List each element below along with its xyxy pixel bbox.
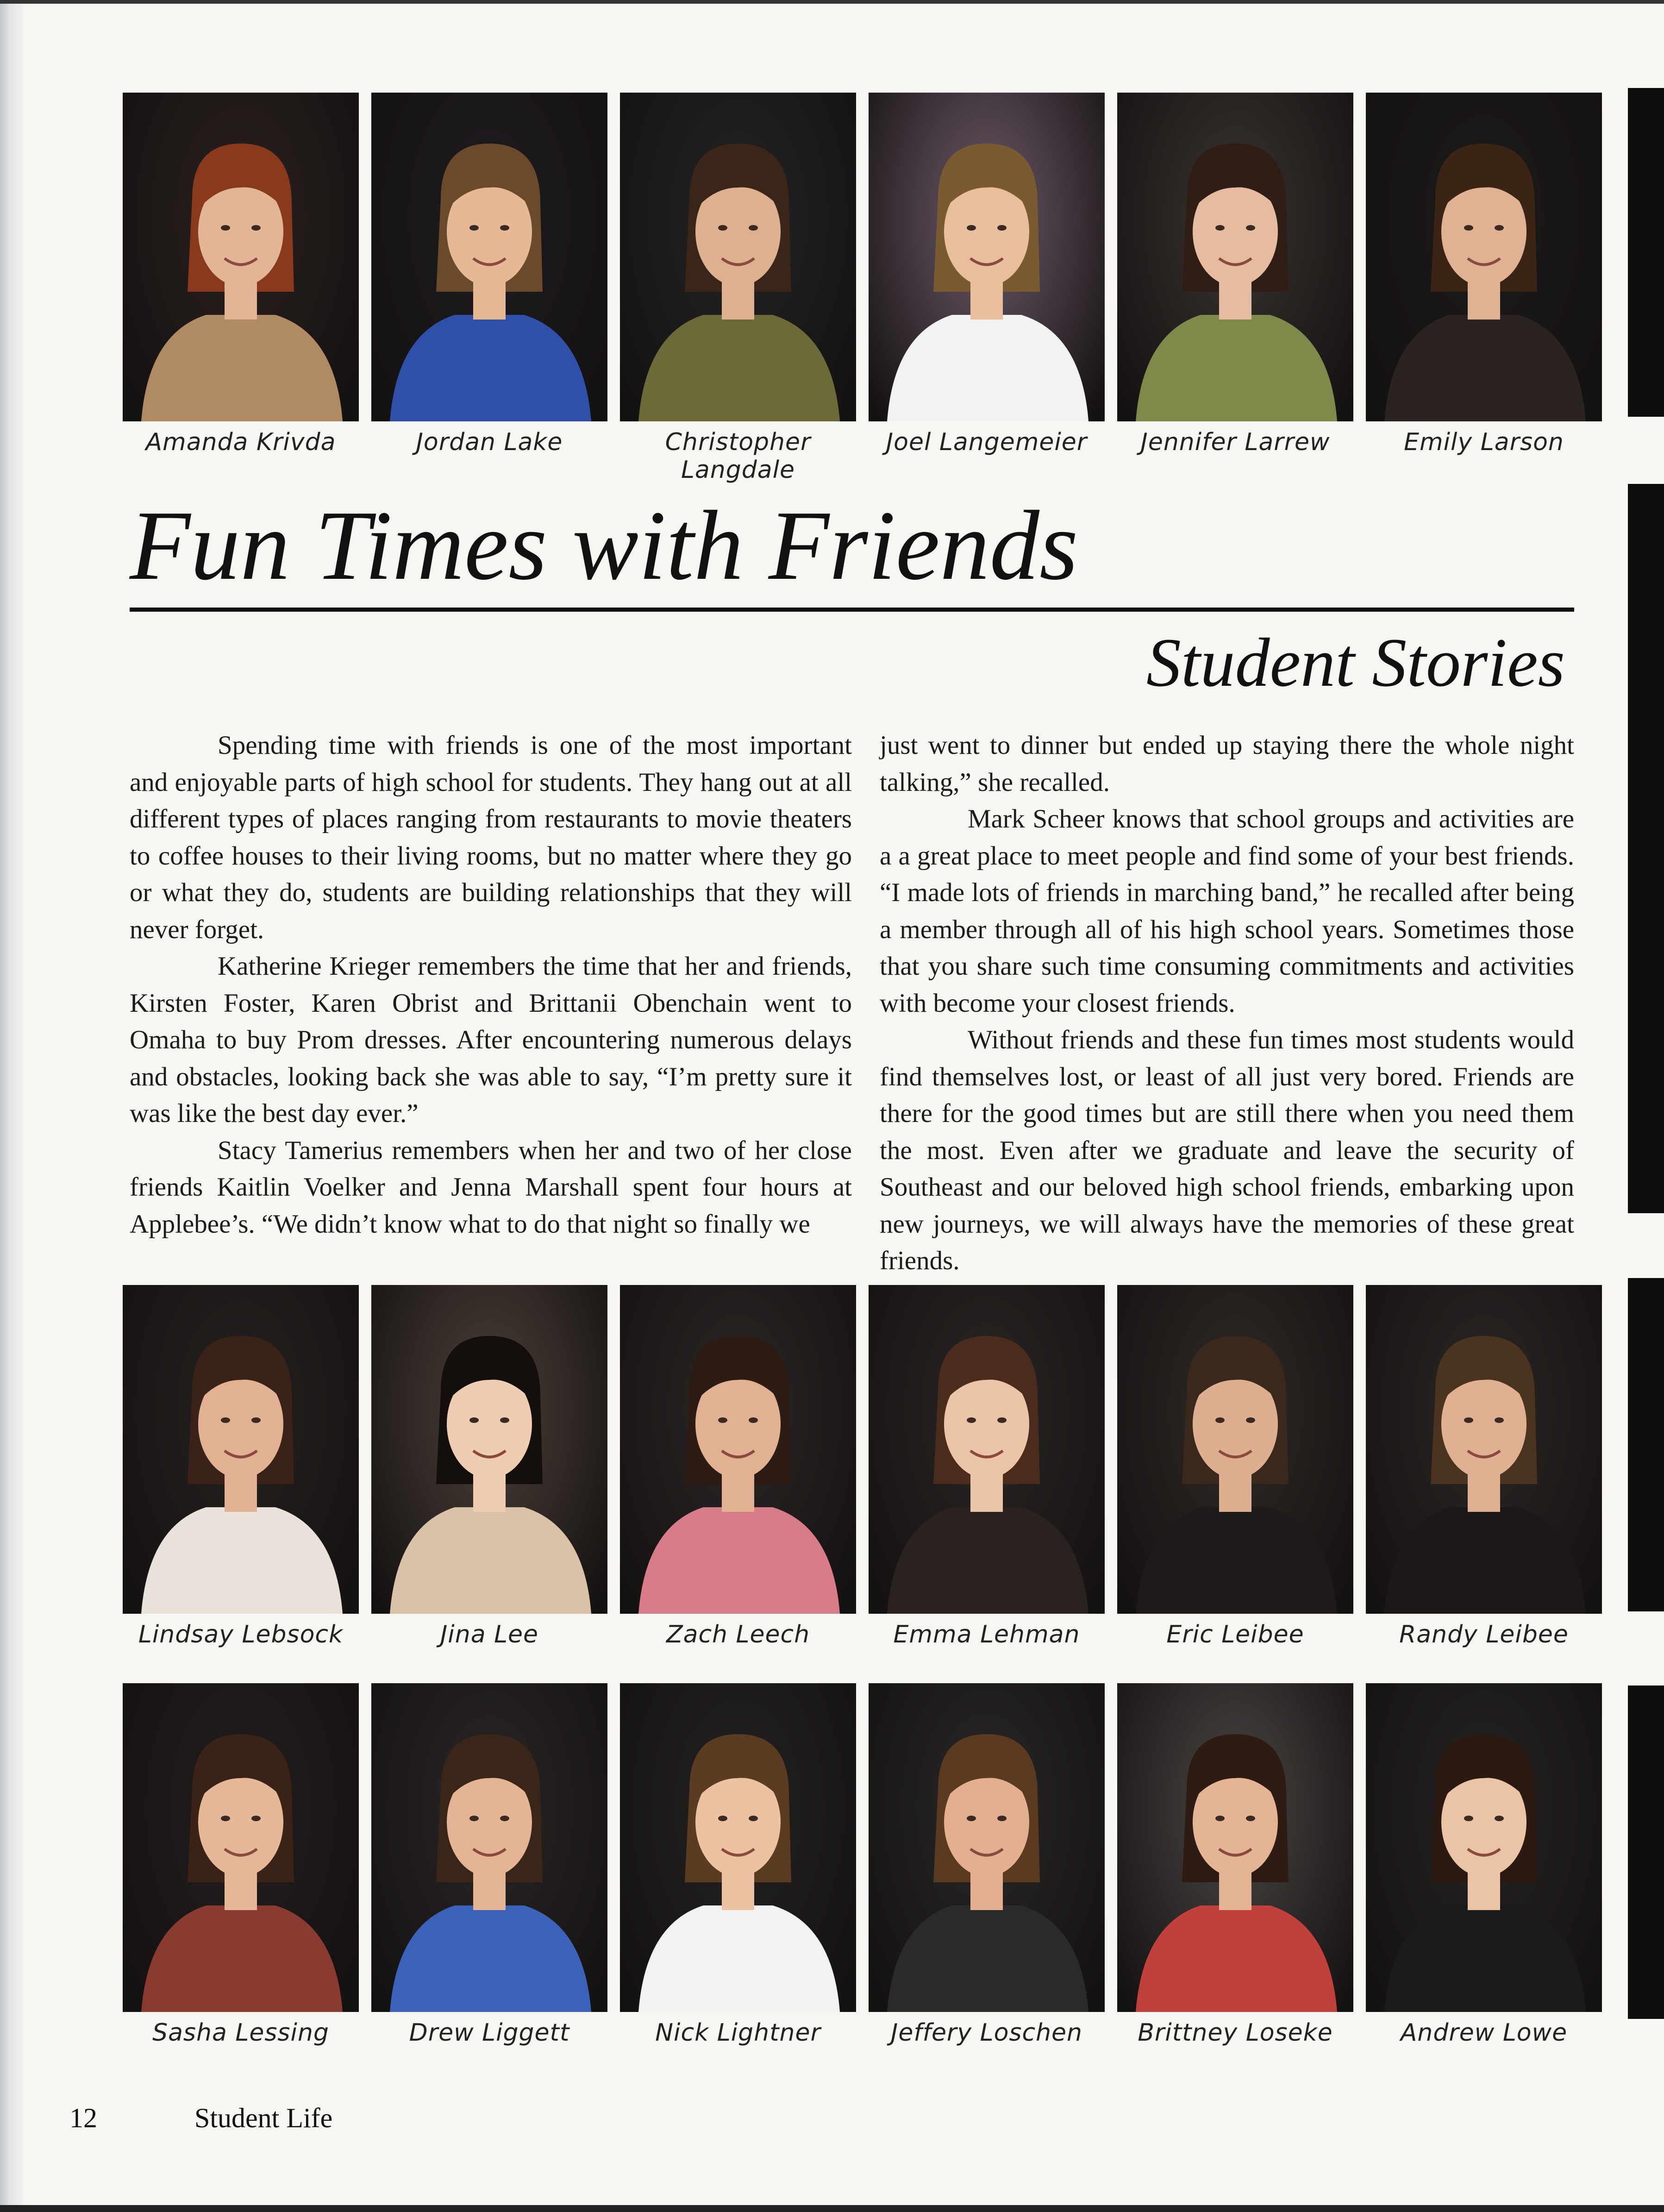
student-portrait-photo — [869, 1683, 1105, 2012]
headline-rule — [130, 608, 1574, 612]
student-name-caption: Zach Leech — [666, 1621, 810, 1648]
student-name-caption: Nick Lightner — [655, 2019, 821, 2047]
student-portrait-photo — [1117, 93, 1353, 421]
portrait-row-middle — [123, 1285, 1604, 1706]
article-paragraph: Stacy Tamerius remembers when her and two of her close friends Kaitlin Voelker and Jenna Marshall spent four hours at Applebee’s. “We didn’t know what to do that night so finally we — [130, 1135, 852, 1239]
student-name-caption: Jina Lee — [440, 1621, 539, 1648]
portrait-silhouette — [1117, 1285, 1353, 1614]
page-edge-tab — [1628, 1278, 1664, 1611]
student-name-caption: Amanda Krivda — [145, 428, 336, 456]
portrait-silhouette — [620, 93, 856, 421]
portrait-card — [869, 93, 1105, 514]
student-name-caption: Lindsay Lebsock — [138, 1621, 344, 1648]
article-column-right — [880, 727, 1574, 1275]
portrait-card — [123, 1285, 359, 1706]
portrait-card — [1366, 1285, 1602, 1706]
page-edge-tab — [1628, 484, 1664, 1213]
student-name-caption: Jennifer Larrew — [1140, 428, 1330, 456]
article-paragraph: Mark Scheer knows that school groups and activities are a a great place to meet people and find some of your best friends. “I made lots of friends in marching band,” he recalled after being a member through all of his high school years. Sometimes those that you share such time consuming commitments and activities with become your closest friends. — [880, 804, 1574, 1018]
portrait-silhouette — [869, 1285, 1105, 1614]
portrait-silhouette — [371, 1683, 607, 2012]
page-headline: Fun Times with Friends — [130, 490, 1078, 601]
top-border — [0, 0, 1664, 4]
student-name-caption: Jeffery Loschen — [891, 2019, 1082, 2047]
portrait-silhouette — [1366, 93, 1602, 421]
section-label: Student Life — [194, 2103, 333, 2133]
portrait-card — [123, 93, 359, 514]
book-spine-edge — [0, 0, 23, 2212]
portrait-row-top — [123, 93, 1604, 514]
portrait-card — [1117, 1285, 1353, 1706]
article-paragraph: just went to dinner but ended up staying there the whole night talking,” she recalled. — [880, 731, 1574, 797]
portrait-silhouette — [1366, 1285, 1602, 1614]
article-column-left — [130, 727, 852, 1241]
portrait-row-bottom — [123, 1683, 1604, 2105]
student-portrait-photo — [371, 1683, 607, 2012]
student-name-caption: Emma Lehman — [893, 1621, 1080, 1648]
student-portrait-photo — [123, 1683, 359, 2012]
article-paragraph: Spending time with friends is one of the most important and enjoyable parts of high school for students. They hang out at all different types of places ranging from restaurants to movie theaters to coffee houses to their living rooms, but no matter where they go or what they do, students are building relationships that they will never forget. — [130, 731, 852, 944]
portrait-silhouette — [869, 93, 1105, 421]
student-name-caption: Brittney Loseke — [1138, 2019, 1333, 2047]
student-name-caption: Drew Liggett — [409, 2019, 570, 2047]
portrait-card — [869, 1285, 1105, 1706]
article-paragraph: Katherine Krieger remembers the time that her and friends, Kirsten Foster, Karen Obrist and Brittanii Obenchain went to Omaha to buy Prom dresses. After encountering numerous delays and obstacles, looking back she was able to say, “I’m pretty sure it was like the best day ever.” — [130, 952, 852, 1128]
portrait-silhouette — [123, 93, 359, 421]
student-portrait-photo — [1117, 1683, 1353, 2012]
student-portrait-photo — [869, 93, 1105, 421]
student-portrait-photo — [620, 1683, 856, 2012]
student-portrait-photo — [1366, 1683, 1602, 2012]
student-name-caption: Sasha Lessing — [152, 2019, 329, 2047]
portrait-card — [620, 93, 856, 514]
student-portrait-photo — [620, 1285, 856, 1614]
portrait-silhouette — [1366, 1683, 1602, 2012]
student-portrait-photo — [869, 1285, 1105, 1614]
student-portrait-photo — [123, 1285, 359, 1614]
student-portrait-photo — [1366, 93, 1602, 421]
portrait-card — [1366, 93, 1602, 514]
student-name-caption: Jordan Lake — [416, 428, 563, 456]
portrait-silhouette — [1117, 93, 1353, 421]
portrait-silhouette — [1117, 1683, 1353, 2012]
article-paragraph: Without friends and these fun times most students would find themselves lost, or least of all just very bored. Friends are there for the good times but are still there when you need them the most. Even after we graduate and leave the security of Southeast and our beloved high school friends, embarking upon new journeys, we will always have the memories of these great friends. — [880, 1025, 1574, 1275]
portrait-card — [123, 1683, 359, 2105]
portrait-card — [1366, 1683, 1602, 2105]
portrait-silhouette — [371, 1285, 607, 1614]
portrait-card — [371, 93, 607, 514]
student-name-caption: Andrew Lowe — [1400, 2019, 1568, 2047]
portrait-card — [869, 1683, 1105, 2105]
portrait-card — [620, 1683, 856, 2105]
student-name-caption: Randy Leibee — [1399, 1621, 1569, 1648]
bottom-border — [0, 2205, 1664, 2212]
page-edge-tab — [1628, 88, 1664, 417]
portrait-card — [1117, 93, 1353, 514]
student-name-caption: Joel Langemeier — [886, 428, 1088, 456]
page-subheadline: Student Stories — [1146, 624, 1565, 701]
student-portrait-photo — [123, 93, 359, 421]
portrait-card — [620, 1285, 856, 1706]
portrait-card — [371, 1285, 607, 1706]
student-portrait-photo — [371, 93, 607, 421]
portrait-silhouette — [123, 1683, 359, 2012]
portrait-card — [371, 1683, 607, 2105]
student-portrait-photo — [1117, 1285, 1353, 1614]
portrait-silhouette — [371, 93, 607, 421]
student-portrait-photo — [1366, 1285, 1602, 1614]
portrait-card — [1117, 1683, 1353, 2105]
student-name-caption: Eric Leibee — [1166, 1621, 1304, 1648]
student-portrait-photo — [620, 93, 856, 421]
portrait-silhouette — [620, 1285, 856, 1614]
page-number: 12 — [69, 2103, 97, 2133]
portrait-silhouette — [620, 1683, 856, 2012]
student-name-caption: Christopher Langdale — [665, 428, 811, 484]
student-name-caption: Emily Larson — [1404, 428, 1564, 456]
portrait-silhouette — [869, 1683, 1105, 2012]
page-edge-tab — [1628, 1686, 1664, 2019]
student-portrait-photo — [371, 1285, 607, 1614]
portrait-silhouette — [123, 1285, 359, 1614]
